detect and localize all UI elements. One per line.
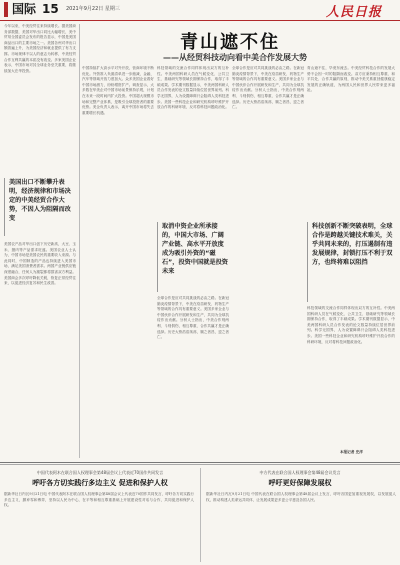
lower-left-title: 呼吁各方切实践行多边主义 促进和保护人权: [32, 479, 168, 487]
lower-right-kicker: 中方代表在联合国人权理事会第48届会议发言: [259, 470, 341, 475]
lower-divider: [200, 468, 201, 562]
bottom-rule-thin: [0, 464, 400, 465]
lower-right-title: 呼吁更好保障发展权: [268, 479, 332, 487]
section-label: [4, 2, 63, 17]
body-column-5b: 科技领域的交流合作同样体现出双方的互补性。中美两国科研人员在气候变化、公共卫生、基础研究等领域长期保持合作，取得了丰硕成果。学术期刊数据显示，中美两国科研人员合作发表的论文数量持续位居世界前列。科学无国界，人为设置障碍只会阻碍人类科技进步。美国一些科技企业和研究机构呼吁维护开放合作的科研环境，反对将科技问题政治化。: [307, 306, 395, 344]
pullquote-1: 美国出口不断攀升表明，经济规律和市场决定的中美经贸合作大势，不因人为阻隔而改变: [4, 178, 77, 236]
column-divider: [79, 24, 80, 458]
section-name: 国际: [12, 2, 37, 16]
masthead: [0, 0, 400, 21]
page-number: 15: [42, 2, 59, 16]
article-headline: 青山遮不住: [180, 32, 280, 53]
body-column-2: 中国持续扩大高水平对外开放，营商环境不断优化。外资准入负面清单进一步缩减，金融、汽车等领域开放力度加大。众多美国企业看好中国市场潜力，纷纷增资扩产。调查显示，大多数在华美企对中国市场前景保持乐观，计划在未来一段时间内扩大投资。中国超大规模市场和完整产业体系，是吸引全球投资者的重要优势。美企负责人表示，离开中国市场将失去重要增长机遇。: [82, 66, 154, 115]
lower-left-body: 据新华社日内瓦9月21日电 中国代表阿木在联合国人权理事会第48届会议上代表近70国作共同发言，呼吁各方切实践行多边主义，摒弃零和博弈，坚持以人民为中心，在平等和相互尊重基础上开展建设性对话与合作，共同促进和保护人权。: [4, 492, 194, 508]
byline: 本报记者 史洋: [340, 450, 363, 454]
lower-right-body: 据新华社日内瓦9月21日电 中国代表在联合国人权理事会第48届会议上发言，呼吁各国更加重视发展权，以发展促人权，推动构建人类命运共同体，让发展成果更多更公平惠及各国人民。: [206, 492, 396, 502]
body-column-5: 青山遮不住，毕竟东流去。中美经贸科技合作的发展大势不会因一时的阻隔而改变。双方应秉持相互尊重、和平共处、合作共赢的原则，推动中美关系重回健康稳定发展的正确轨道，为两国人民和世界人民带来更多福祉。: [307, 66, 395, 93]
lower-left-kicker: 中国代表阿木在联合国人权理事会第48届会议上代表近70国作共同发言: [36, 470, 164, 475]
body-column-1b: 美国农产品对华出口创下历史新高，大豆、玉米、猪肉等产品需求旺盛。美国农业人士认为，中国市场是美国农民的重要收入来源。与此同时，中国制造的产品也持续进入美国市场，满足美国消费者需求。两国产业链供应链深度融合，任何人为割裂都将损害双方利益。美国商会多次呼吁降低关税，恢复正常经贸往来，以促进经济复苏和民生改善。: [4, 242, 76, 286]
body-column-3b: 全球合作是应对共同挑战的必由之路。在新冠肺炎疫情背景下，中美在疫苗研发、药物生产等领域的合作具有重要意义。美国多家企业与中国伙伴合作开展研发和生产，共同为全球抗疫作出贡献。分析人士指出，中美合作则两利、斗则俱伤，相互尊重、合作共赢才是正确选择。历史大势浩浩荡荡，顺之者昌，逆之者亡。: [157, 296, 229, 340]
pullquote-2: 取消中资企业所承接的，中国大市场、广阔产业链、高水平开放度成为吸引外资的“磁石”，投资中国就是投资未来: [157, 222, 230, 292]
newspaper-logo: 人民日报: [325, 5, 382, 20]
body-column-1a: 今年以来，中美经贸往来持续增长。据美国商务部数据，美国对华出口同比大幅增长，美中贸易全国委员会发布的报告显示，中国是美国商品出口的主要市场之一。美国各州对华出口额普遍上升，为美国经济和就业提供了有力支撑。市场规律不以人的意志为转移，中美经贸合作互利共赢的本质没有改变。多家美国企业表示，中国市场对其全球业务至关重要，将继续加大在华投资。: [4, 24, 76, 73]
body-column-3: 科技领域的交流合作同样体现出双方的互补性。中美两国科研人员在气候变化、公共卫生、基础研究等领域长期保持合作，取得了丰硕成果。学术期刊数据显示，中美两国科研人员合作发表的论文数量持续位居世界前列。科学无国界，人为设置障碍只会阻碍人类科技进步。美国一些科技企业和研究机构呼吁维护开放合作的科研环境，反对将科技问题政治化。: [157, 66, 229, 110]
pullquote-3: 科技创新不断突破表明，全球合作是跨越关键技术难关，关乎共同未来的，打压遏制有违发展规律，封锁打压不利于双方，也终将难以阻挡: [307, 222, 394, 302]
issue-date: 2021年9月22日 星期三: [66, 6, 120, 12]
bottom-rule: [0, 462, 400, 463]
body-column-4: 全球合作是应对共同挑战的必由之路。在新冠肺炎疫情背景下，中美在疫苗研发、药物生产等领域的合作具有重要意义。美国多家企业与中国伙伴合作开展研发和生产，共同为全球抗疫作出贡献。分析人士指出，中美合作则两利、斗则俱伤，相互尊重、合作共赢才是正确选择。历史大势浩浩荡荡，顺之者昌，逆之者亡。: [232, 66, 304, 110]
article-subhead: ——从经贸科技动向看中美合作发展大势: [163, 53, 307, 62]
